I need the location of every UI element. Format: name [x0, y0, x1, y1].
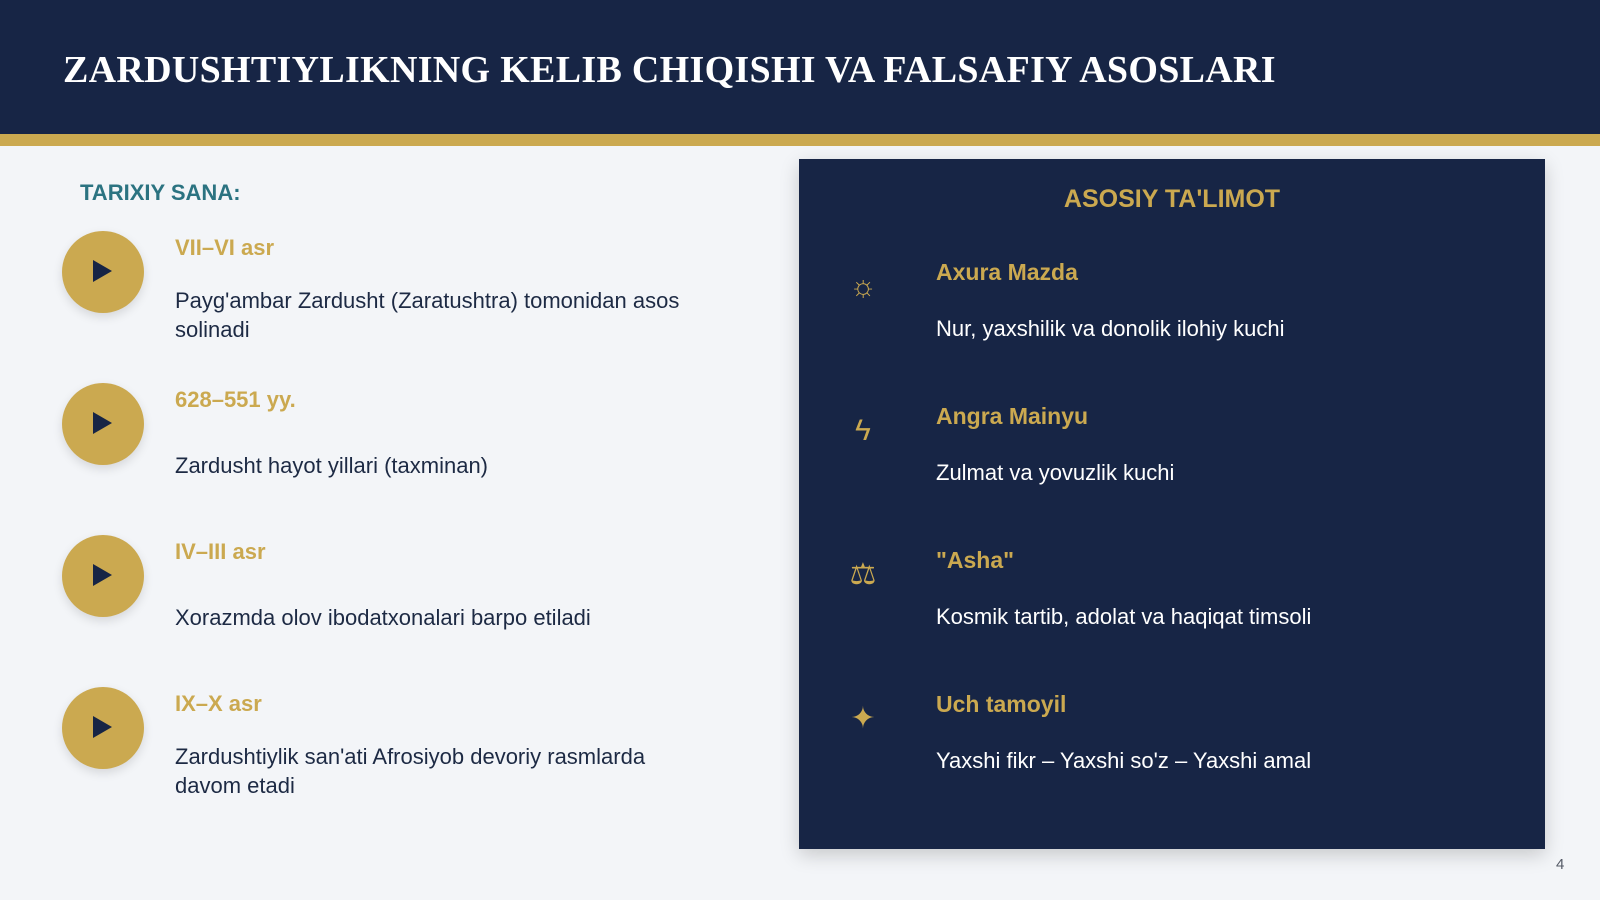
play-icon[interactable] — [62, 535, 144, 617]
teaching-desc: Zulmat va yovuzlik kuchi — [936, 460, 1175, 485]
play-icon[interactable] — [62, 383, 144, 465]
teaching-item — [799, 403, 1545, 523]
timeline-date: IV–III asr — [175, 539, 266, 564]
teachings-panel — [799, 159, 1545, 849]
teaching-name: Angra Mainyu — [936, 403, 1089, 429]
panel-title: ASOSIY TA'LIMOT — [1063, 185, 1281, 213]
gold-divider — [0, 134, 1600, 146]
timeline-date: IX–X asr — [175, 691, 262, 716]
title-bar — [0, 0, 1600, 134]
lightning-icon: ϟ — [855, 414, 871, 447]
timeline-text: Zardushtiylik san'ati Afrosiyob devoriy rasmlarda davom etadi — [175, 744, 646, 798]
teaching-item — [799, 547, 1545, 667]
slide-title: ZARDUSHTIYLIKNING KELIB CHIQISHI VA FALSAFIY ASOSLARI — [63, 49, 1276, 91]
teaching-item — [799, 691, 1545, 811]
timeline-heading: TARIXIY SANA: — [80, 180, 241, 205]
teaching-item — [799, 259, 1545, 379]
play-icon[interactable] — [62, 231, 144, 313]
page-number: 4 — [1556, 856, 1565, 873]
timeline-text: Xorazmda olov ibodatxonalari barpo etiladi — [175, 605, 591, 630]
teaching-name: Axura Mazda — [936, 259, 1078, 285]
play-icon[interactable] — [62, 687, 144, 769]
teaching-desc: Nur, yaxshilik va donolik ilohiy kuchi — [936, 316, 1285, 341]
teaching-name: Uch tamoyil — [936, 691, 1067, 717]
timeline-date: VII–VI asr — [175, 235, 275, 260]
sun-icon: ☼ — [849, 270, 877, 303]
teaching-name: "Asha" — [936, 547, 1015, 573]
star-icon: ✦ — [850, 702, 876, 735]
teaching-desc: Kosmik tartib, adolat va haqiqat timsoli — [936, 604, 1312, 629]
teaching-desc: Yaxshi fikr – Yaxshi so'z – Yaxshi amal — [936, 748, 1312, 773]
timeline-text: Zardusht hayot yillari (taxminan) — [175, 453, 489, 478]
scales-icon: ⚖ — [849, 558, 877, 591]
timeline-date: 628–551 yy. — [175, 387, 296, 412]
timeline-text: Payg'ambar Zardusht (Zaratushtra) tomonidan asos solinadi — [175, 288, 680, 342]
